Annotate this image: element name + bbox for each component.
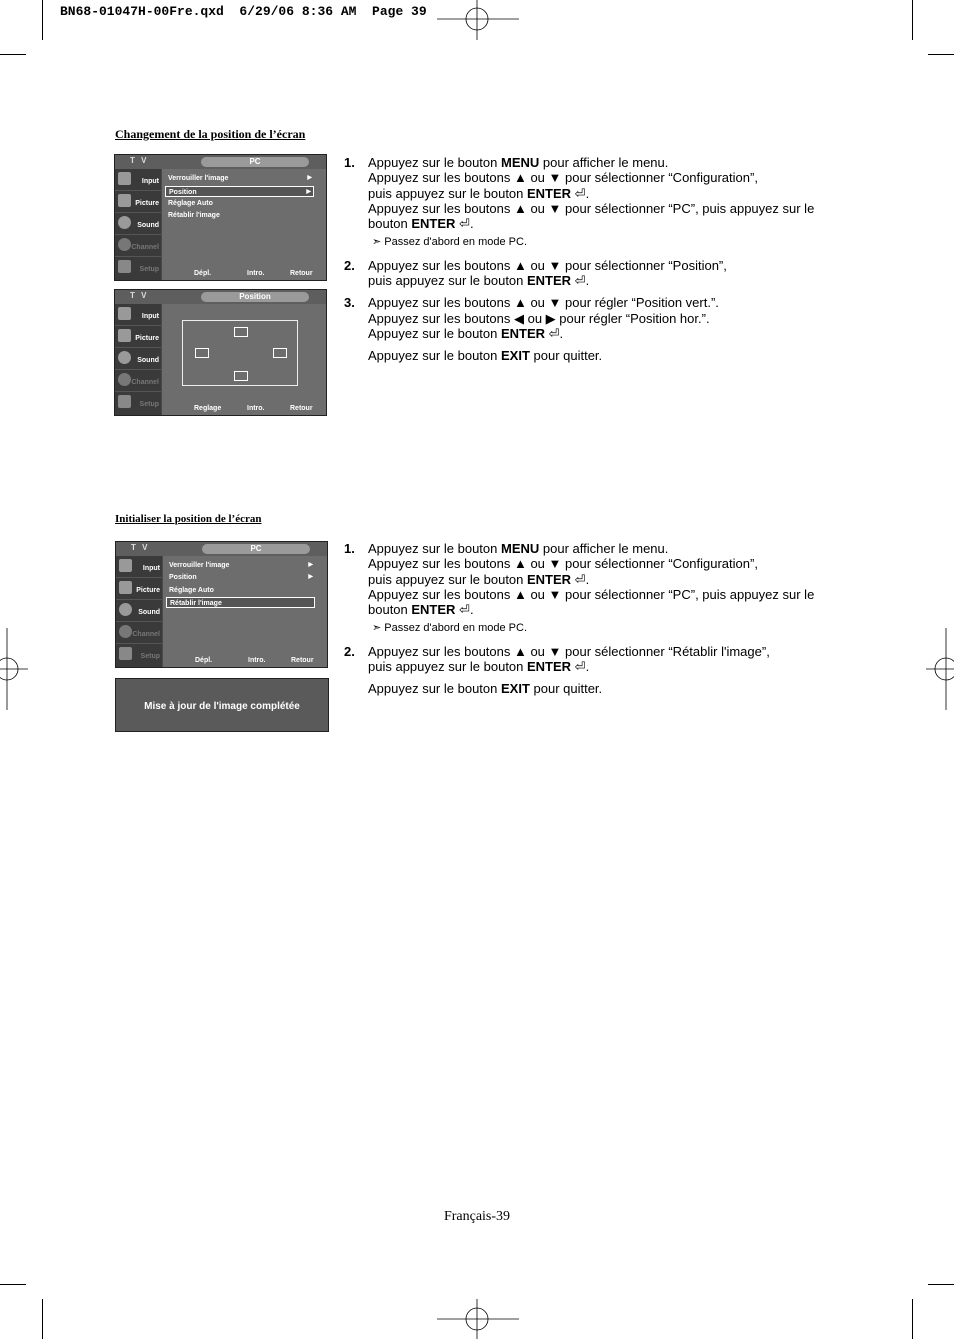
- adjust-hint: Reglage: [194, 405, 222, 412]
- arrow-right-icon: ▶: [308, 562, 313, 568]
- input-icon: [119, 559, 132, 572]
- channel-icon: [118, 373, 131, 386]
- crop-mark: [912, 1299, 913, 1339]
- menu-item-retablir: Rétablir l'image: [168, 212, 220, 219]
- position-left-icon: [195, 348, 209, 358]
- sidebar-item-sound: Sound: [115, 213, 161, 235]
- arrow-right-icon: ▶: [308, 574, 313, 580]
- step-2: 2. Appuyez sur les boutons ▲ ou ▼ pour sélectionner “Rétablir l'image”, puis appuyez sur le bouton ENTER ⏎.: [344, 643, 770, 675]
- tv-label: T V: [130, 156, 149, 165]
- position-adjust-box: [182, 320, 298, 386]
- menu-panel: [162, 304, 326, 403]
- sidebar-item-setup: Setup: [116, 644, 162, 665]
- registration-mark: [437, 1299, 519, 1339]
- print-header: BN68-01047H-00Fre.qxd 6/29/06 8:36 AM Page 39: [60, 4, 427, 19]
- gear-icon: [118, 395, 131, 408]
- crop-mark: [912, 0, 913, 40]
- position-up-icon: [234, 327, 248, 337]
- menu-item-retablir: Rétablir l'image: [166, 597, 315, 608]
- step-exit: Appuyez sur le bouton EXIT pour quitter.: [368, 348, 603, 364]
- update-complete-message: Mise à jour de l'image complétée: [115, 678, 329, 732]
- step-1: 1. Appuyez sur le bouton MENU pour afficher le menu. Appuyez sur les boutons ▲ ou ▼ pour sélectionner “Configuration”, puis appuyez sur le bouton ENTER ⏎. Appuyez sur les boutons ▲ ou ▼ pour sélectionner “PC”, puis appuyez sur le bouton ENTER ⏎.: [344, 541, 815, 618]
- sidebar-item-channel: Channel: [116, 622, 162, 644]
- tv-menu-pc-reset: [115, 541, 328, 668]
- menu-panel: [163, 556, 327, 655]
- input-icon: [118, 172, 131, 185]
- note: ➣ Passez d'abord en mode PC.: [372, 236, 528, 249]
- section-title: Changement de la position de l’écran: [115, 127, 306, 141]
- step-1: 1. Appuyez sur le bouton MENU pour afficher le menu. Appuyez sur les boutons ▲ ou ▼ pour sélectionner “Configuration”, puis appuyez sur le bouton ENTER ⏎. Appuyez sur les boutons ▲ ou ▼ pour sélectionner “PC”, puis appuyez sur le bouton ENTER ⏎.: [344, 155, 815, 232]
- sidebar-item-channel: Channel: [115, 235, 161, 257]
- position-down-icon: [234, 371, 248, 381]
- menu-tab: PC: [201, 157, 309, 167]
- sidebar-item-picture: Picture: [116, 578, 162, 600]
- crop-mark: [42, 1299, 43, 1339]
- gear-icon: [118, 260, 131, 273]
- crop-mark: [0, 1284, 26, 1285]
- picture-icon: [119, 581, 132, 594]
- menu-topbar: [115, 290, 326, 304]
- registration-mark: [437, 0, 519, 40]
- menu-item-verrouiller: Verrouiller l'image ▶: [169, 562, 313, 569]
- arrow-right-icon: ▶: [306, 189, 311, 195]
- sidebar-item-setup: Setup: [115, 392, 161, 413]
- crop-mark: [928, 1284, 954, 1285]
- sidebar-item-sound: Sound: [115, 348, 161, 370]
- sound-icon: [119, 603, 132, 616]
- sidebar-item-channel: Channel: [115, 370, 161, 392]
- crop-mark: [0, 54, 26, 55]
- return-hint: Retour: [290, 405, 313, 412]
- tv-menu-position: [114, 289, 327, 416]
- step-2: 2. Appuyez sur les boutons ▲ ou ▼ pour sélectionner “Position”, puis appuyez sur le bouton ENTER ⏎.: [344, 257, 727, 289]
- registration-mark: [0, 628, 28, 710]
- return-hint: Retour: [291, 657, 314, 664]
- step-3: 3. Appuyez sur les boutons ▲ ou ▼ pour régler “Position vert.”. Appuyez sur les boutons ◀ ou ▶ pour régler “Position hor.”. Appuyez sur le bouton ENTER ⏎.: [344, 295, 719, 341]
- menu-item-verrouiller: Verrouiller l'image ▶: [168, 175, 312, 182]
- instructions-section-1: [344, 155, 824, 364]
- sound-icon: [118, 216, 131, 229]
- menu-tab: PC: [202, 544, 310, 554]
- menu-panel: [162, 169, 326, 268]
- position-right-icon: [273, 348, 287, 358]
- step-exit: Appuyez sur le bouton EXIT pour quitter.: [368, 681, 603, 697]
- enter-hint: Intro.: [247, 270, 265, 277]
- menu-topbar: [116, 542, 327, 556]
- instructions-section-2: [344, 541, 824, 697]
- page-number: Français-39: [443, 1209, 511, 1224]
- menu-tab: Position: [201, 292, 309, 302]
- note: ➣ Passez d'abord en mode PC.: [372, 622, 528, 635]
- enter-hint: Intro.: [248, 657, 266, 664]
- registration-mark: [926, 628, 954, 710]
- gear-icon: [119, 647, 132, 660]
- menu-item-reglage-auto: Réglage Auto: [169, 587, 214, 594]
- return-hint: Retour: [290, 270, 313, 277]
- menu-topbar: [115, 155, 326, 169]
- section-title: Initialiser la position de l’écran: [115, 513, 262, 525]
- move-hint: Dépl.: [195, 657, 213, 664]
- input-icon: [118, 307, 131, 320]
- sound-icon: [118, 351, 131, 364]
- sidebar-item-input: Input: [115, 304, 161, 326]
- picture-icon: [118, 194, 131, 207]
- menu-sidebar: [115, 169, 161, 280]
- sidebar-item-picture: Picture: [115, 326, 161, 348]
- move-hint: Dépl.: [194, 270, 212, 277]
- menu-sidebar: [115, 304, 161, 415]
- menu-bottombar: [163, 655, 327, 667]
- sidebar-item-sound: Sound: [116, 600, 162, 622]
- menu-item-position: Position ▶: [165, 186, 314, 197]
- arrow-right-icon: ▶: [307, 175, 312, 181]
- sidebar-item-input: Input: [115, 169, 161, 191]
- crop-mark: [928, 54, 954, 55]
- crop-mark: [42, 0, 43, 40]
- menu-item-reglage-auto: Réglage Auto: [168, 200, 213, 207]
- channel-icon: [118, 238, 131, 251]
- tv-label: T V: [130, 291, 149, 300]
- picture-icon: [118, 329, 131, 342]
- channel-icon: [119, 625, 132, 638]
- menu-sidebar: [116, 556, 162, 667]
- enter-hint: Intro.: [247, 405, 265, 412]
- sidebar-item-picture: Picture: [115, 191, 161, 213]
- tv-label: T V: [131, 543, 150, 552]
- sidebar-item-setup: Setup: [115, 257, 161, 278]
- menu-bottombar: [162, 403, 326, 415]
- tv-menu-pc: [114, 154, 327, 281]
- menu-item-position: Position ▶: [169, 574, 313, 581]
- menu-bottombar: [162, 268, 326, 280]
- sidebar-item-input: Input: [116, 556, 162, 578]
